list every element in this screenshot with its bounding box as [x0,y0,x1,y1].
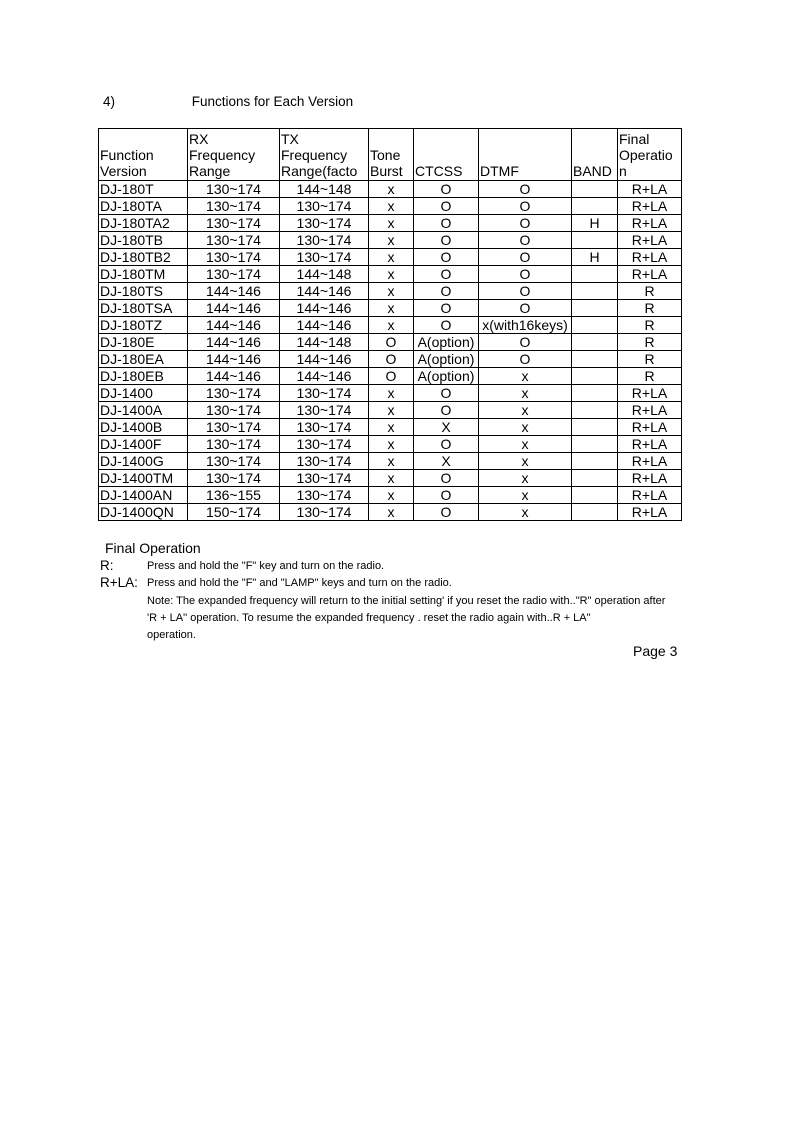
header-line: Operatio [619,147,673,163]
cell-ctcss: O [414,385,479,402]
table-row [99,351,682,368]
functions-table [98,128,682,521]
cell-tx-range: 144~148 [280,334,369,351]
cell-tone-burst: O [369,334,414,351]
cell-final-op: R+LA [618,504,682,521]
header-line: Frequency [189,147,256,163]
header-line: Tone [370,147,401,163]
cell-tone-burst: O [369,351,414,368]
cell-ctcss: O [414,283,479,300]
cell-tone-burst: x [369,215,414,232]
cell-tone-burst: x [369,436,414,453]
cell-model: DJ-180TS [99,283,188,300]
table-row [99,385,682,402]
table-row [99,300,682,317]
cell-dtmf: O [479,181,572,198]
cell-tx-range: 144~146 [280,300,369,317]
cell-final-op: R+LA [618,436,682,453]
cell-tone-burst: x [369,453,414,470]
rla-key: R+LA: [100,575,138,590]
cell-tone-burst: x [369,181,414,198]
cell-model: DJ-180TA [99,198,188,215]
cell-dtmf: x [479,453,572,470]
r-key: R: [100,558,114,573]
header-line: BAND [573,163,612,179]
note-line-3: operation. [147,629,196,641]
cell-ctcss: O [414,470,479,487]
cell-tone-burst: x [369,419,414,436]
cell-band [572,419,618,436]
cell-final-op: R+LA [618,487,682,504]
cell-tx-range: 130~174 [280,215,369,232]
cell-rx-range: 130~174 [188,453,280,470]
cell-ctcss: X [414,453,479,470]
cell-final-op: R [618,368,682,385]
header-line: Frequency [281,147,348,163]
cell-rx-range: 130~174 [188,385,280,402]
cell-tone-burst: x [369,470,414,487]
cell-tone-burst: x [369,402,414,419]
cell-model: DJ-180EA [99,351,188,368]
cell-final-op: R+LA [618,249,682,266]
cell-final-op: R+LA [618,215,682,232]
cell-tone-burst: x [369,266,414,283]
cell-dtmf: O [479,232,572,249]
header-line: n [619,163,627,179]
table-row [99,181,682,198]
table-row [99,215,682,232]
table-row [99,249,682,266]
table-row [99,266,682,283]
cell-band [572,317,618,334]
cell-dtmf: x [479,504,572,521]
cell-final-op: R [618,317,682,334]
cell-model: DJ-180E [99,334,188,351]
cell-tone-burst: x [369,317,414,334]
header-line: Range [189,163,231,179]
cell-rx-range: 144~146 [188,300,280,317]
cell-final-op: R+LA [618,453,682,470]
cell-band [572,470,618,487]
cell-model: DJ-180TB [99,232,188,249]
cell-band [572,385,618,402]
cell-ctcss: O [414,215,479,232]
cell-tx-range: 144~146 [280,368,369,385]
cell-tx-range: 130~174 [280,436,369,453]
table-row [99,402,682,419]
cell-dtmf: x [479,402,572,419]
header-line: Final [619,131,650,147]
cell-dtmf: O [479,198,572,215]
cell-tx-range: 130~174 [280,232,369,249]
cell-final-op: R+LA [618,402,682,419]
cell-tx-range: 130~174 [280,453,369,470]
header-line: Function [100,147,154,163]
cell-rx-range: 130~174 [188,215,280,232]
cell-final-op: R+LA [618,181,682,198]
cell-ctcss: A(option) [414,351,479,368]
cell-rx-range: 130~174 [188,198,280,215]
cell-model: DJ-1400A [99,402,188,419]
section-number: 4) [103,94,116,109]
cell-rx-range: 144~146 [188,334,280,351]
header-line: Version [100,163,147,179]
cell-band [572,436,618,453]
cell-model: DJ-1400 [99,385,188,402]
cell-dtmf: x [479,436,572,453]
cell-dtmf: x [479,419,572,436]
cell-final-op: R+LA [618,385,682,402]
header-line: Range(facto [281,163,358,179]
cell-ctcss: O [414,232,479,249]
cell-tx-range: 130~174 [280,504,369,521]
cell-tx-range: 130~174 [280,385,369,402]
cell-tx-range: 144~146 [280,317,369,334]
cell-rx-range: 144~146 [188,368,280,385]
note-line-2: 'R + LA'' operation. To resume the expanded frequency . reset the radio again with..R + LA" [147,612,591,624]
cell-tx-range: 130~174 [280,470,369,487]
cell-tx-range: 130~174 [280,249,369,266]
cell-model: DJ-180TA2 [99,215,188,232]
cell-tx-range: 130~174 [280,487,369,504]
cell-model: DJ-1400F [99,436,188,453]
cell-model: DJ-180TZ [99,317,188,334]
cell-rx-range: 130~174 [188,419,280,436]
section-title: Functions for Each Version [191,94,354,109]
cell-tx-range: 144~146 [280,283,369,300]
cell-ctcss: O [414,436,479,453]
cell-rx-range: 144~146 [188,351,280,368]
cell-final-op: R [618,300,682,317]
header-final-operation [618,129,682,181]
cell-model: DJ-1400G [99,453,188,470]
table-row [99,232,682,249]
table-row [99,317,682,334]
header-line: CTCSS [415,163,463,179]
cell-band [572,232,618,249]
cell-band [572,266,618,283]
cell-ctcss: O [414,504,479,521]
cell-dtmf: O [479,249,572,266]
cell-final-op: R [618,334,682,351]
cell-rx-range: 130~174 [188,470,280,487]
cell-ctcss: A(option) [414,368,479,385]
cell-model: DJ-1400QN [99,504,188,521]
header-rx-frequency-range [188,129,280,181]
header-tx-frequency-range [280,129,369,181]
cell-ctcss: O [414,181,479,198]
header-band [572,129,618,181]
table-row [99,436,682,453]
r-description: Press and hold the "F" key and turn on the radio. [147,560,385,572]
cell-ctcss: O [414,300,479,317]
header-line: DTMF [480,163,519,179]
cell-band [572,487,618,504]
header-tone-burst [369,129,414,181]
table-header-row [99,129,682,181]
table-row [99,470,682,487]
cell-dtmf: O [479,334,572,351]
cell-ctcss: A(option) [414,334,479,351]
cell-band [572,504,618,521]
cell-rx-range: 130~174 [188,436,280,453]
cell-band [572,368,618,385]
cell-tx-range: 144~148 [280,266,369,283]
cell-band [572,283,618,300]
cell-ctcss: O [414,402,479,419]
cell-tone-burst: x [369,249,414,266]
cell-tx-range: 130~174 [280,419,369,436]
final-operation-title: Final Operation [105,540,201,556]
table-row [99,487,682,504]
cell-final-op: R+LA [618,198,682,215]
cell-final-op: R+LA [618,419,682,436]
cell-dtmf: x [479,385,572,402]
header-function-version [99,129,188,181]
cell-model: DJ-180TSA [99,300,188,317]
header-line: Burst [370,163,403,179]
header-line: RX [189,131,209,147]
table-row [99,368,682,385]
section-heading [103,94,353,109]
cell-band [572,181,618,198]
cell-model: DJ-180TM [99,266,188,283]
cell-tone-burst: x [369,232,414,249]
cell-final-op: R+LA [618,232,682,249]
cell-band [572,402,618,419]
cell-model: DJ-1400B [99,419,188,436]
cell-rx-range: 130~174 [188,181,280,198]
cell-tone-burst: O [369,368,414,385]
cell-ctcss: O [414,198,479,215]
cell-tone-burst: x [369,283,414,300]
cell-model: DJ-180EB [99,368,188,385]
table-row [99,334,682,351]
cell-ctcss: O [414,487,479,504]
cell-tone-burst: x [369,198,414,215]
cell-rx-range: 130~174 [188,266,280,283]
cell-final-op: R+LA [618,470,682,487]
cell-rx-range: 144~146 [188,317,280,334]
cell-ctcss: O [414,249,479,266]
rla-description: Press and hold the "F" and "LAMP" keys and turn on the radio. [147,577,452,589]
cell-final-op: R [618,351,682,368]
table-row [99,504,682,521]
table-row [99,453,682,470]
page-number: Page 3 [633,643,678,659]
cell-tx-range: 130~174 [280,198,369,215]
cell-tone-burst: x [369,300,414,317]
cell-dtmf: x [479,470,572,487]
header-line: TX [281,131,299,147]
cell-model: DJ-1400TM [99,470,188,487]
cell-band: H [572,249,618,266]
cell-rx-range: 130~174 [188,232,280,249]
cell-dtmf: x [479,487,572,504]
cell-dtmf: x(with16keys) [479,317,572,334]
header-ctcss [414,129,479,181]
cell-tone-burst: x [369,385,414,402]
cell-ctcss: O [414,317,479,334]
table-row [99,419,682,436]
note-line-1: Note: The expanded frequency will return to the initial setting' if you reset the radio with.."R" operation after [147,595,666,607]
cell-final-op: R+LA [618,266,682,283]
cell-ctcss: O [414,266,479,283]
cell-model: DJ-1400AN [99,487,188,504]
cell-dtmf: O [479,300,572,317]
cell-rx-range: 144~146 [188,283,280,300]
cell-dtmf: x [479,368,572,385]
cell-tone-burst: x [369,504,414,521]
cell-band [572,453,618,470]
cell-rx-range: 150~174 [188,504,280,521]
cell-tx-range: 144~148 [280,181,369,198]
cell-band [572,351,618,368]
cell-band [572,334,618,351]
header-dtmf [479,129,572,181]
table-row [99,198,682,215]
cell-dtmf: O [479,215,572,232]
cell-ctcss: X [414,419,479,436]
cell-band: H [572,215,618,232]
table-row [99,283,682,300]
cell-final-op: R [618,283,682,300]
cell-tx-range: 144~146 [280,351,369,368]
cell-rx-range: 136~155 [188,487,280,504]
cell-rx-range: 130~174 [188,402,280,419]
cell-rx-range: 130~174 [188,249,280,266]
cell-tx-range: 130~174 [280,402,369,419]
cell-dtmf: O [479,351,572,368]
cell-dtmf: O [479,266,572,283]
cell-dtmf: O [479,283,572,300]
cell-band [572,198,618,215]
cell-tone-burst: x [369,487,414,504]
cell-band [572,300,618,317]
cell-model: DJ-180TB2 [99,249,188,266]
cell-model: DJ-180T [99,181,188,198]
